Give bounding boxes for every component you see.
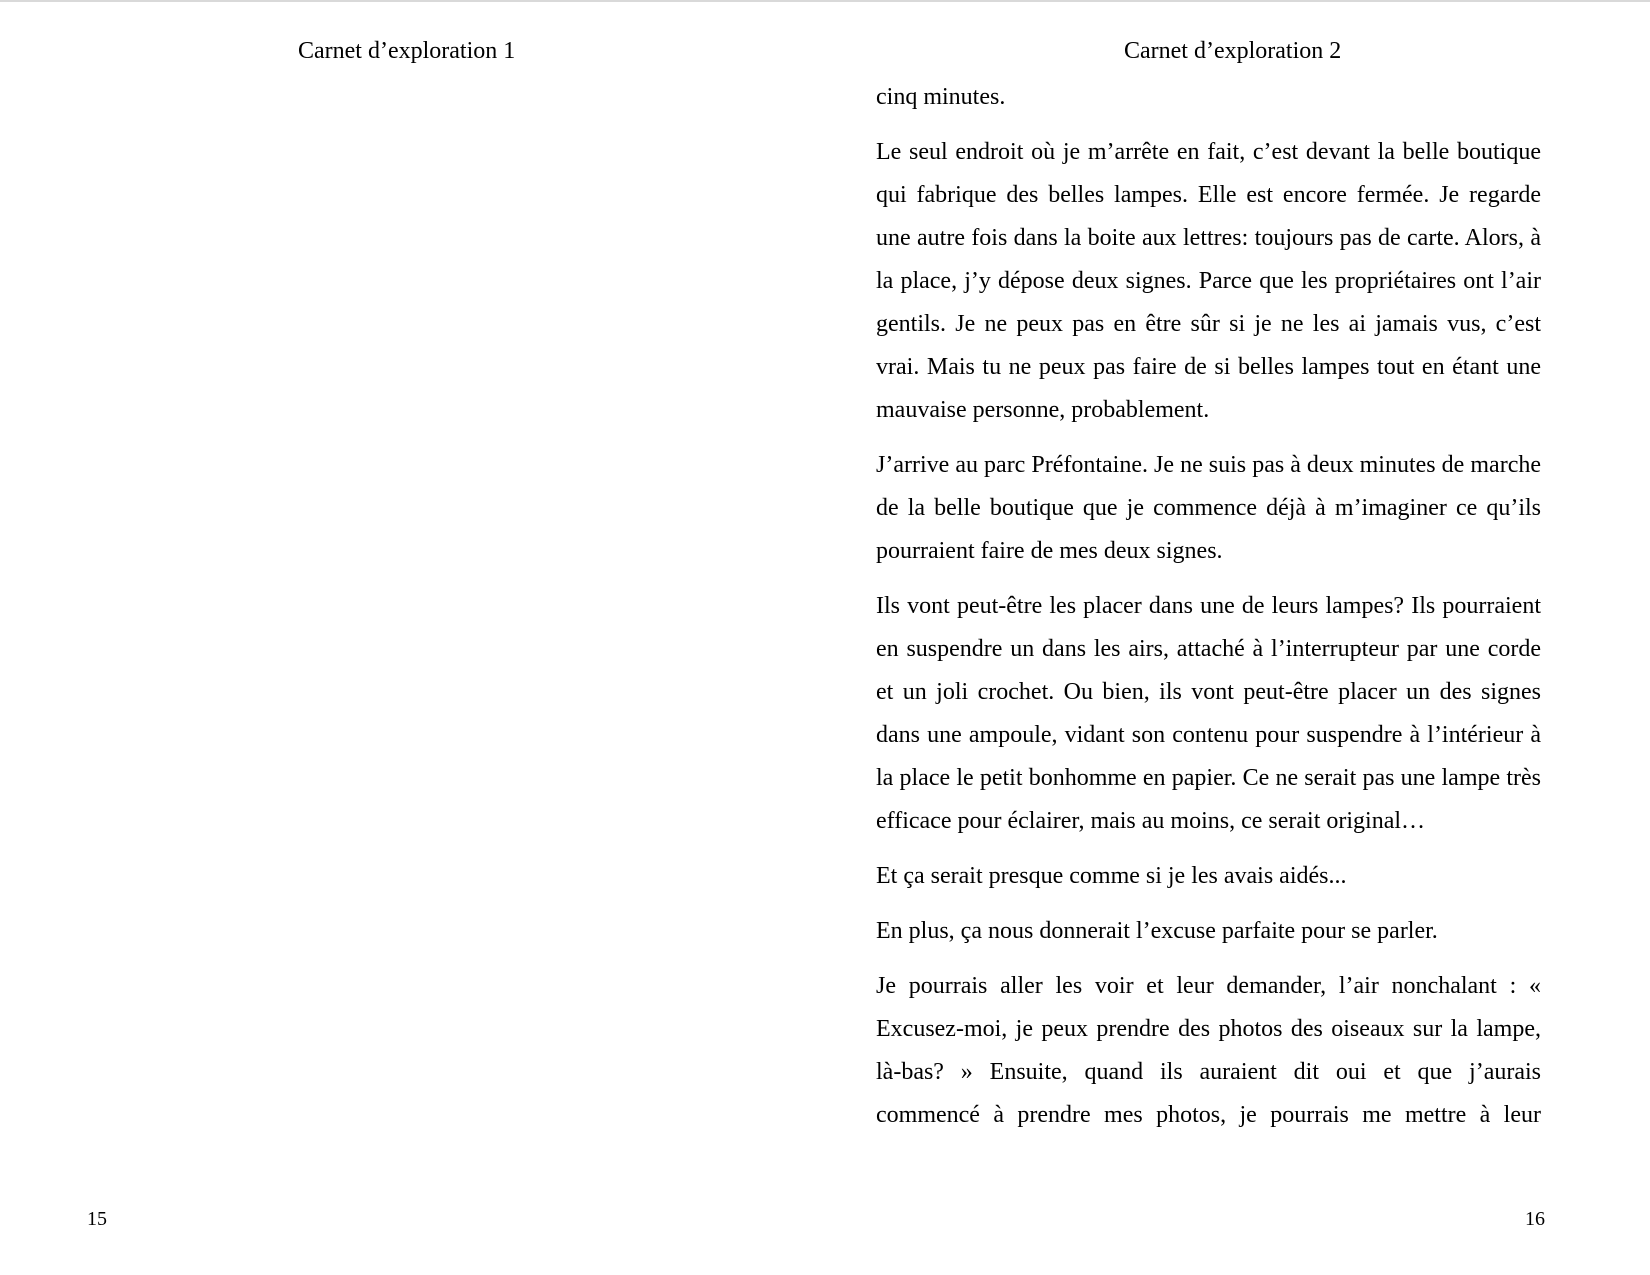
left-running-head: Carnet d’exploration 1 <box>298 38 516 64</box>
left-page-number: 15 <box>87 1208 107 1230</box>
paragraph-7: Je pourrais aller les voir et leur demander, l’air nonchalant : « Excusez-moi, je peux prendre des photos des oiseaux sur la lampe, là-bas? » Ensuite, quand ils auraient dit oui et que j’aurais commencé à prendre mes photos, je pourrais me mettre à leur <box>876 973 1541 1128</box>
paragraph-4: Ils vont peut-être les placer dans une de leurs lampes? Ils pourraient en suspendre un dans les airs, attaché à l’interrupteur par une corde et un joli crochet. Ou bien, ils vont peut-être placer un des signes dans une ampoule, vidant son contenu pour suspendre à l’intérieur à la place le petit bonhomme en papier. Ce ne serait pas une lampe très efficace pour éclairer, mais au moins, ce serait original… <box>876 593 1541 834</box>
paragraph-5: Et ça serait presque comme si je les avais aidés... <box>876 863 1347 889</box>
right-page <box>825 0 1650 1275</box>
paragraph-6: En plus, ça nous donnerait l’excuse parfaite pour se parler. <box>876 918 1438 944</box>
right-running-head: Carnet d’exploration 2 <box>1124 38 1342 64</box>
right-page-number: 16 <box>1525 1208 1545 1230</box>
paragraph-1: cinq minutes. <box>876 84 1006 110</box>
body-text <box>876 76 1541 1186</box>
paragraph-2: Le seul endroit où je m’arrête en fait, c’est devant la belle boutique qui fabrique des belles lampes. Elle est encore fermée. Je regarde une autre fois dans la boite aux lettres: toujours pas de carte. Alors, à la place, j’y dépose deux signes. Parce que les propriétaires ont l’air gentils. Je ne peux pas en être sûr si je ne les ai jamais vus, c’est vrai. Mais tu ne peux pas faire de si belles lampes tout en étant une mauvaise personne, probablement. <box>876 139 1541 423</box>
paragraph-3: J’arrive au parc Préfontaine. Je ne suis pas à deux minutes de marche de la belle boutique que je commence déjà à m’imaginer ce qu’ils pourraient faire de mes deux signes. <box>876 452 1541 564</box>
